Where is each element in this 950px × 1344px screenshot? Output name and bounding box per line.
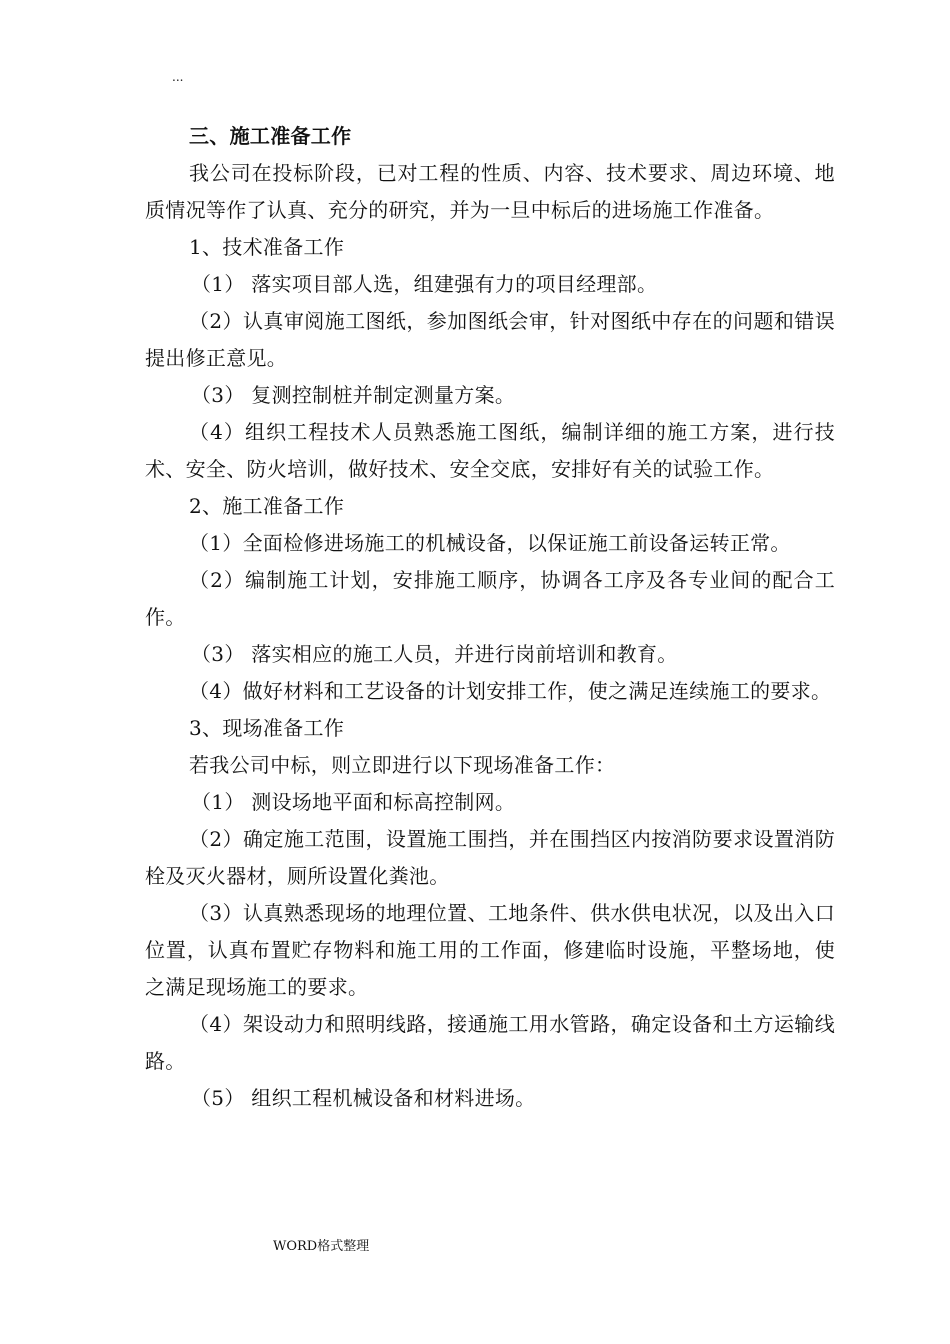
- construction-item-4: （4）做好材料和工艺设备的计划安排工作，使之满足连续施工的要求。: [189, 679, 832, 703]
- construction-item-2: （2）编制施工计划，安排施工顺序，协调各工序及各专业间的配合工作。: [145, 568, 835, 629]
- site-item-5: （5） 组织工程机械设备和材料进场。: [191, 1086, 536, 1110]
- tech-item-3: （3） 复测控制桩并制定测量方案。: [191, 383, 516, 407]
- section-intro-paragraph: 我公司在投标阶段，已对工程的性质、内容、技术要求、周边环境、地质情况等作了认真、充分的研究，并为一旦中标后的进场施工作准备。: [145, 161, 835, 222]
- page-footer: WORD格式整理: [273, 1239, 370, 1254]
- construction-item-3: （3） 落实相应的施工人员，并进行岗前培训和教育。: [191, 642, 678, 666]
- header-mark: ...: [172, 70, 184, 84]
- site-item-2: （2）确定施工范围，设置施工围挡，并在围挡区内按消防要求设置消防栓及灭火器材，厕所设置化粪池。: [145, 827, 835, 888]
- site-item-3: （3）认真熟悉现场的地理位置、工地条件、供水供电状况，以及出入口位置，认真布置贮存物料和施工用的工作面，修建临时设施，平整场地，使之满足现场施工的要求。: [145, 901, 835, 999]
- tech-item-4: （4）组织工程技术人员熟悉施工图纸，编制详细的施工方案，进行技术、安全、防火培训，做好技术、安全交底，安排好有关的试验工作。: [145, 420, 835, 481]
- tech-item-2: （2）认真审阅施工图纸，参加图纸会审，针对图纸中存在的问题和错误提出修正意见。: [145, 309, 835, 370]
- site-item-4: （4）架设动力和照明线路，接通施工用水管路，确定设备和土方运输线路。: [145, 1012, 835, 1073]
- document-body: [145, 118, 835, 1117]
- construction-item-1: （1）全面检修进场施工的机械设备，以保证施工前设备运转正常。: [189, 531, 791, 555]
- subsection-title-site: 3、现场准备工作: [189, 716, 345, 740]
- tech-item-1: （1） 落实项目部人选，组建强有力的项目经理部。: [191, 272, 658, 296]
- site-item-1: （1） 测设场地平面和标高控制网。: [191, 790, 516, 814]
- site-intro-paragraph: 若我公司中标，则立即进行以下现场准备工作：: [189, 753, 616, 777]
- subsection-title-tech: 1、技术准备工作: [189, 235, 345, 259]
- section-title: 三、施工准备工作: [189, 124, 352, 148]
- subsection-title-construction: 2、施工准备工作: [189, 494, 345, 518]
